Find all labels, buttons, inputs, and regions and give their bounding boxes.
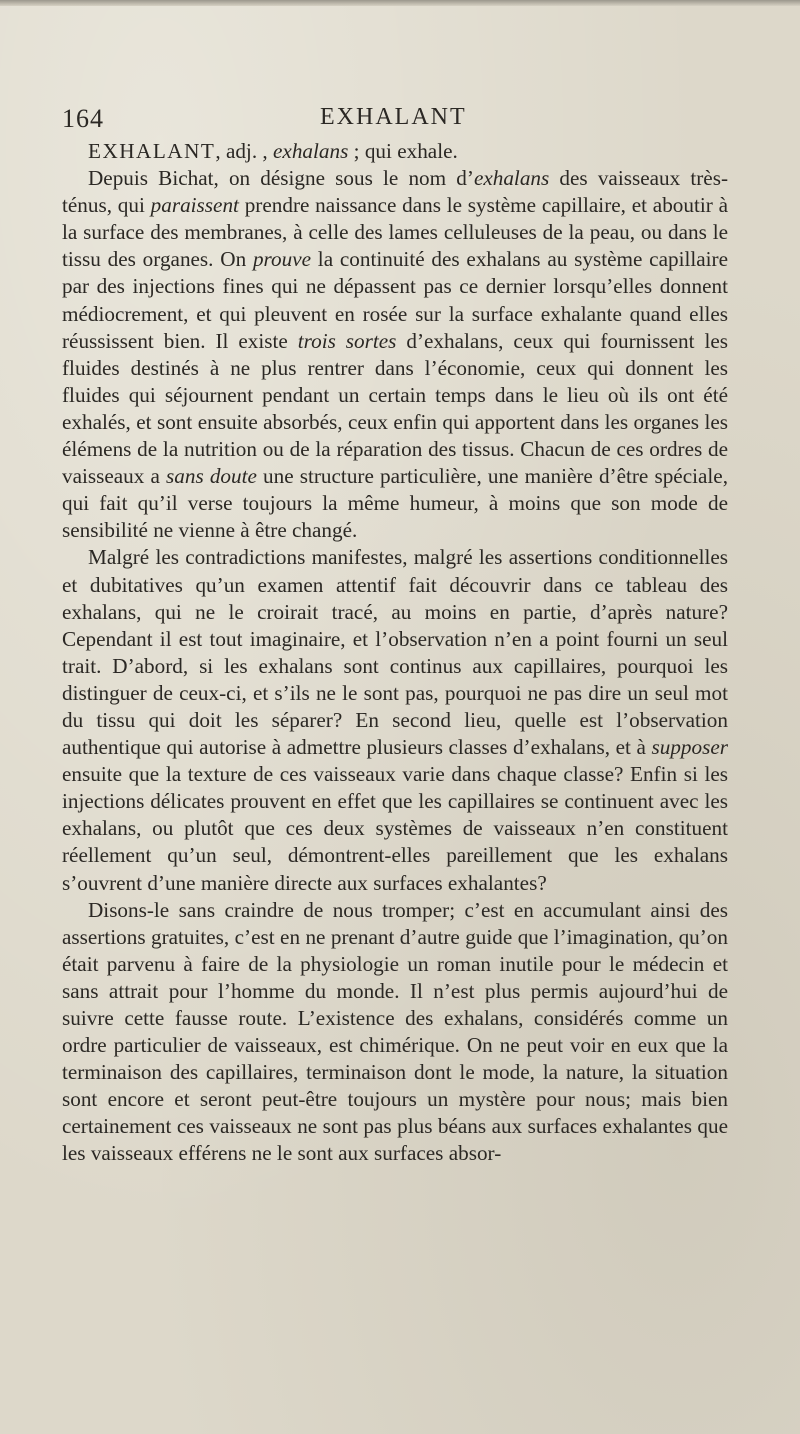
- text-run: une structure particulière, une manière d’être spéciale, qui fait qu’il verse toujours la même humeur, à moins que son mode de sensibilité ne vienne à être changé.: [62, 464, 728, 543]
- text-run: la continuité des exhalans au système capillaire par des injections fines qui ne dépassent pas ce dernier lorsqu’elles donnent médiocrement, et qui pleuvent en rosée sur la surface exhalante quand elles réussissent bien. Il existe: [62, 247, 728, 353]
- entry-paragraph: [62, 138, 728, 165]
- page-top-edge: [0, 0, 800, 6]
- text-run: des vaisseaux très-ténus, qui: [62, 166, 728, 218]
- book-page: [62, 104, 728, 1168]
- page-number: 164: [62, 104, 104, 133]
- running-head: [62, 104, 728, 138]
- italic-text: trois sortes: [297, 328, 397, 353]
- entry-definition-part: , adj. ,: [215, 139, 274, 163]
- italic-text: supposer: [651, 735, 728, 760]
- entry-headword: EXHALANT: [88, 139, 216, 163]
- text-run: d’exhalans, ceux qui fournissent les fluides destinés à ne plus rentrer dans l’économie, ceux qui donnent les fluides qui séjournent pendant un certain temps dans le lieu où ils ont été exhalés, et sont ensuite absorbés, ceux enfin qui apportent dans les organes les élémens de la nutrition ou de la réparation des tissus. Chacun de ces ordres de vaisseaux a: [62, 328, 728, 489]
- text-run: Depuis Bichat, on désigne sous le nom d’: [88, 166, 474, 191]
- running-head-title: EXHALANT: [320, 104, 467, 130]
- entry-definition-part: ; qui exhale.: [348, 139, 458, 163]
- paragraph: [62, 544, 728, 896]
- italic-text: paraissent: [150, 193, 239, 218]
- italic-text: exhalans: [473, 166, 550, 191]
- text-run: ensuite que la texture de ces vaisseaux varie dans chaque classe? Enfin si les injections délicates prouvent en effet que les capillaires se continuent avec les exhalans, ou plutôt que ces deux systèmes de vaisseaux n’en constituent réellement qu’un seul, démontrent-elles pareillement que les exhalans s’ouvrent d’une manière directe aux surfaces exhalantes?: [62, 762, 728, 895]
- text-run: Disons-le sans craindre de nous tromper; c’est en accumulant ainsi des assertions gratuites, c’est en ne prenant d’autre guide que l’imagination, qu’on était parvenu à faire de la physiologie un roman inutile pour le médecin et sans attrait pour l’homme du monde. Il n’est plus permis aujourd’hui de suivre cette fausse route. L’existence des exhalans, considérés comme un ordre particulier de vaisseaux, est chimérique. On ne peut voir en eux que la terminaison des capillaires, terminaison dont le mode, la nature, la situation sont encore et seront peut-être toujours un mystère pour nous; mais bien certainement ces vaisseaux ne sont pas plus béans aux surfaces exhalantes que les vaisseaux efférens ne le sont aux surfaces absor-: [62, 897, 728, 1166]
- paragraph: [62, 165, 728, 544]
- paragraph: [62, 897, 728, 1168]
- italic-text: sans doute: [166, 464, 257, 489]
- entry-definition-italic: exhalans: [273, 139, 349, 163]
- italic-text: prouve: [252, 247, 312, 272]
- body-text: [62, 138, 728, 1168]
- text-run: prendre naissance dans le système capillaire, et aboutir à la surface des membranes, à celle des lames celluleuses de la peau, ou dans le tissu des organes. On: [62, 193, 728, 272]
- text-run: Malgré les contradictions manifestes, malgré les assertions conditionnelles et dubitatives qu’un examen attentif fait découvrir dans ce tableau des exhalans, qui ne le croirait tracé, au moins en partie, d’après nature? Cependant il est tout imaginaire, et l’observation n’en a point fourni un seul trait. D’abord, si les exhalans sont continus aux capillaires, pourquoi les distinguer de ceux-ci, et s’ils ne le sont pas, pourquoi ne pas dire un seul mot du tissu qui doit les séparer? En second lieu, quelle est l’observation authentique qui autorise à admettre plusieurs classes d’exhalans, et à: [62, 545, 728, 760]
